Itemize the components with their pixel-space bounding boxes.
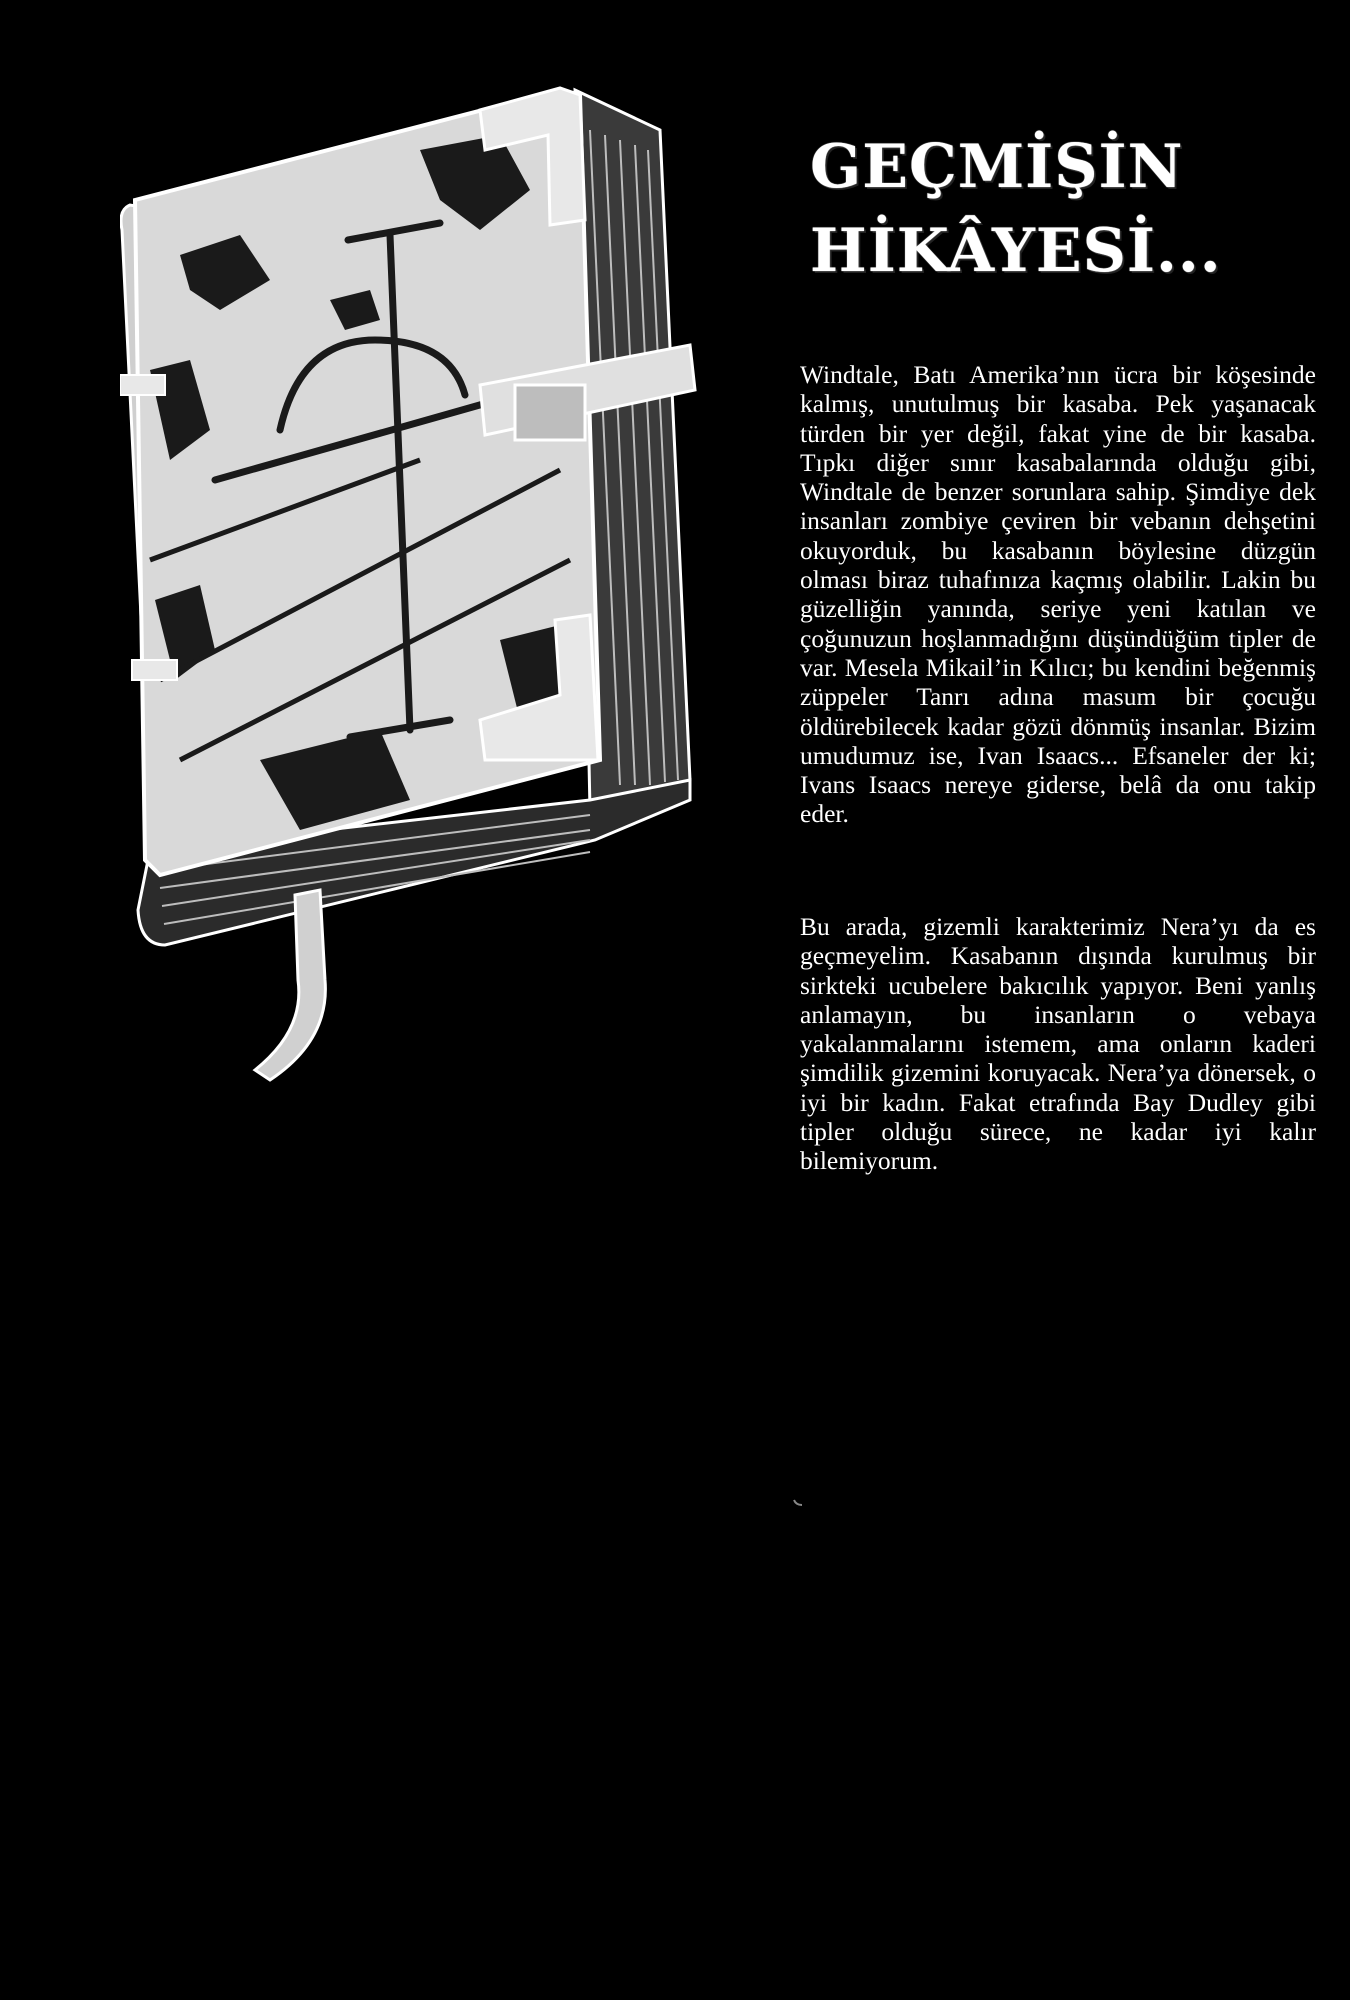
body-paragraph-2: Bu arada, gizemli karakterimiz Nera’yı da es geçmeyelim. Kasabanın dışında kurulmuş bir sirkteki ucubelere bakıcılık yapıyor. Beni yanlış anlamayın, bu insanların o vebaya yakalanmalarını istemem, ama onların kaderi şimdilik gizemini koruyacak. Nera’ya dönersek, o iyi bir kadın. Fakat etrafında Bay Dudley gibi tipler olduğu sürece, ne kadar iyi kalır bilemiyorum.	[800, 912, 1316, 1176]
title-line-1: GEÇMİŞİN	[810, 132, 1184, 202]
body-paragraph-1: Windtale, Batı Amerika’nın ücra bir köşesinde kalmış, unutulmuş bir kasaba. Pek yaşanacak türden bir yer değil, fakat yine de bir kasaba. Tıpkı diğer sınır kasabalarında olduğu gibi, Windtale de benzer sorunlara sahip. Şimdiye dek insanları zombiye çeviren bir vebanın dehşetini okuyorduk, bu kasabanın böylesine düzgün olması biraz tuhafınıza kaçmış olabilir. Lakin bu güzelliğin yanında, seriye yeni katılan ve çoğunuzun hoşlanmadığını düşündüğüm tipler de var. Mesela Mikail’in Kılıcı; bu kendini beğenmiş züppeler Tanrı adına masum bir çocuğu öldürebilecek kadar gözü dönmüş insanlar. Bizim umudumuz ise, Ivan Isaacs... Efsaneler der ki; Ivans Isaacs nereye giderse, belâ da onu takip eder.	[800, 360, 1316, 829]
decorative-mark-icon	[793, 1499, 803, 1507]
old-book-icon	[120, 40, 740, 1100]
title-line-2: HİKÂYESİ...	[810, 216, 1222, 286]
page-title	[810, 125, 1270, 293]
